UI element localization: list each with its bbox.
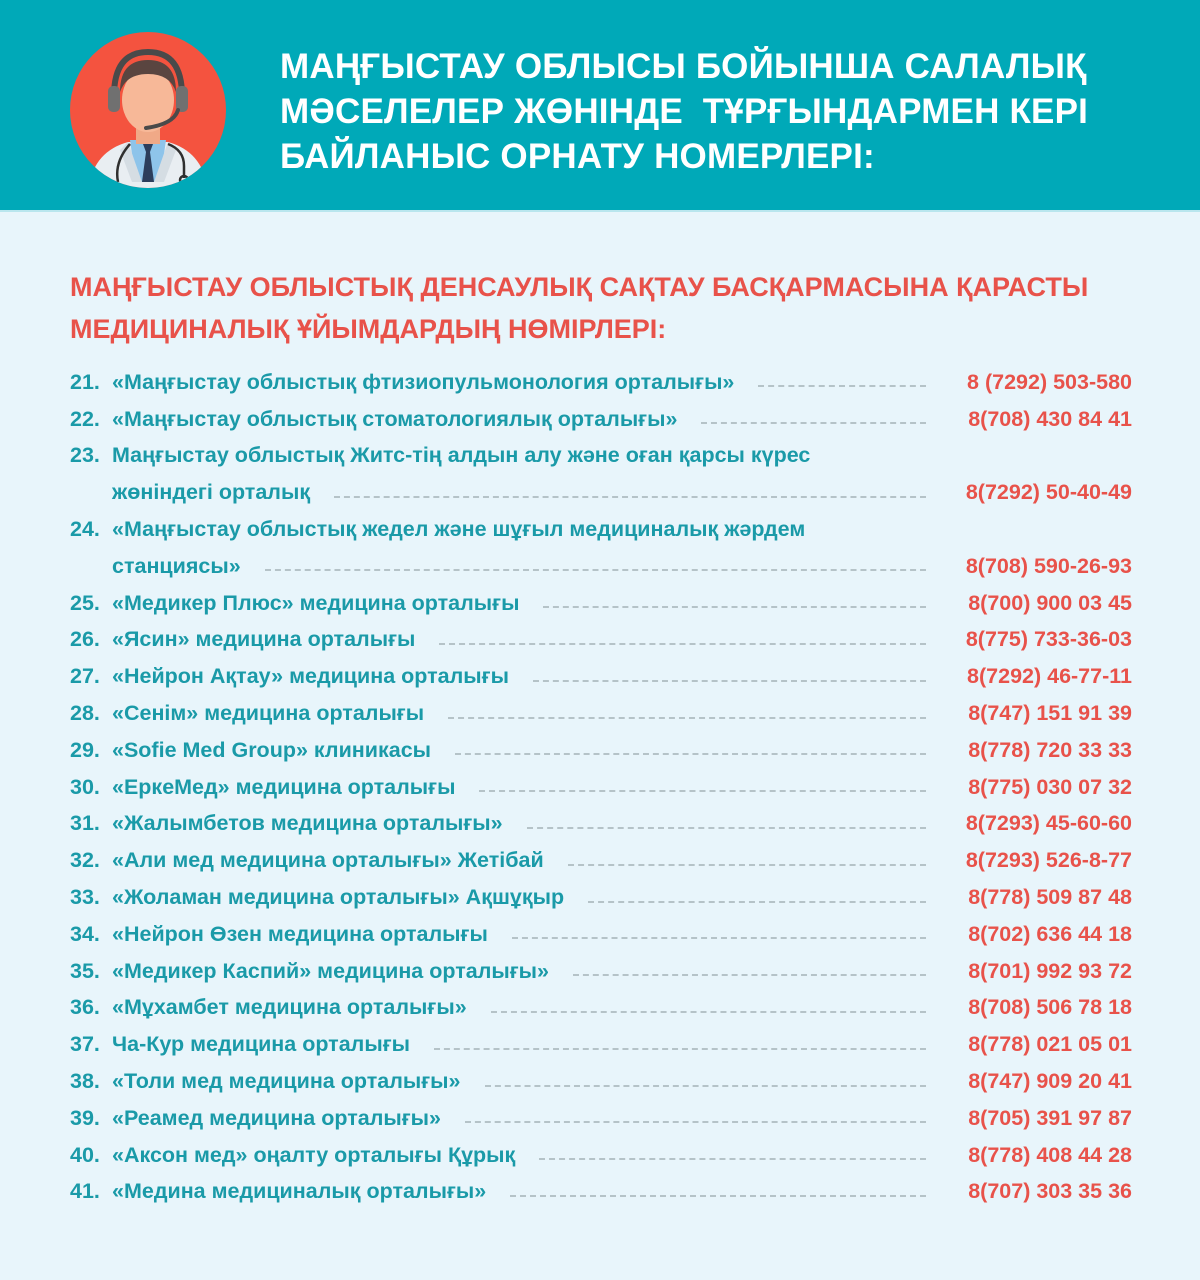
item-number: 33. [70, 885, 100, 910]
list-item [70, 695, 1132, 732]
item-number: 36. [70, 995, 100, 1020]
list-item [70, 585, 1132, 622]
list-item [70, 1063, 1132, 1100]
item-number: 39. [70, 1105, 100, 1130]
organization-name: «Реамед медицина орталығы» [112, 1105, 441, 1130]
phone-number: 8(707) 303 35 36 [968, 1179, 1132, 1204]
page-title-line: МАҢҒЫСТАУ ОБЛЫСЫ БОЙЫНША САЛАЛЫҚ [280, 47, 1087, 86]
doctor-with-headset-icon [70, 32, 226, 188]
phone-number: 8(701) 992 93 72 [968, 958, 1132, 983]
dashed-leader-line [543, 606, 926, 608]
organization-name: станциясы» [112, 553, 241, 578]
dashed-leader-line [334, 496, 926, 498]
phone-number: 8(778) 408 44 28 [968, 1142, 1132, 1167]
phone-number: 8(708) 506 78 18 [968, 995, 1132, 1020]
list-item [70, 879, 1132, 916]
phone-number: 8(778) 509 87 48 [968, 885, 1132, 910]
phone-number: 8 (7292) 503-580 [967, 369, 1132, 394]
organization-name: Ча-Кур медицина орталығы [112, 1032, 411, 1057]
page-title [280, 44, 1180, 179]
list-item [70, 401, 1132, 438]
list-item [70, 953, 1132, 990]
organization-name: «Медикер Каспий» медицина орталығы» [112, 958, 550, 983]
list-item [70, 548, 1132, 585]
section-heading [70, 266, 1170, 350]
organization-name: «Сенім» медицина орталығы [112, 701, 425, 726]
organization-name: «Аксон мед» оңалту орталығы Құрық [112, 1142, 516, 1167]
item-number: 37. [70, 1032, 100, 1057]
phone-number: 8(700) 900 03 45 [968, 590, 1132, 615]
list-item [70, 916, 1132, 953]
phone-number: 8(7293) 45-60-60 [965, 811, 1132, 836]
dashed-leader-line [568, 864, 926, 866]
item-number: 27. [70, 664, 100, 689]
list-item [70, 364, 1132, 401]
dashed-leader-line [465, 1121, 926, 1123]
phone-number: 8(705) 391 97 87 [968, 1105, 1132, 1130]
phone-number: 8(7293) 526-8-77 [965, 848, 1132, 873]
dashed-leader-line [434, 1048, 926, 1050]
page-title-line: БАЙЛАНЫС ОРНАТУ НОМЕРЛЕРІ: [280, 137, 875, 176]
item-number: 32. [70, 848, 100, 873]
dashed-leader-line [485, 1085, 926, 1087]
list-item [70, 732, 1132, 769]
dashed-leader-line [758, 385, 926, 387]
phone-number: 8(708) 430 84 41 [968, 406, 1132, 431]
phone-number: 8(708) 590-26-93 [965, 553, 1132, 578]
organization-name: «Али мед медицина орталығы» Жетібай [112, 848, 544, 873]
organization-name: «ЕркеМед» медицина орталығы [112, 774, 456, 799]
page-title-line: МӘСЕЛЕЛЕР ЖӨНІНДЕ ТҰРҒЫНДАРМЕН КЕРІ [280, 92, 1089, 131]
list-item [70, 1026, 1132, 1063]
phone-number: 8(7292) 46-77-11 [967, 664, 1132, 689]
dashed-leader-line [539, 1158, 926, 1160]
list-item [70, 842, 1132, 879]
organization-name: «Нейрон Өзен медицина орталығы [112, 921, 488, 946]
dashed-leader-line [588, 901, 926, 903]
item-number: 22. [70, 406, 100, 431]
list-item [70, 990, 1132, 1027]
section-heading-line: МАҢҒЫСТАУ ОБЛЫСТЫҚ ДЕНСАУЛЫҚ САҚТАУ БАСҚАРМАСЫНА ҚАРАСТЫ [70, 272, 1089, 302]
organization-name: «Жоламан медицина орталығы» Ақшұқыр [112, 885, 565, 910]
dashed-leader-line [448, 717, 926, 719]
list-item [70, 1174, 1132, 1211]
organization-name: «Мұхамбет медицина орталығы» [112, 995, 467, 1020]
dashed-leader-line [265, 569, 926, 571]
item-number: 40. [70, 1142, 100, 1167]
dashed-leader-line [701, 422, 926, 424]
organization-name: «Sofie Med Group» клиникасы [112, 737, 432, 762]
list-item [70, 474, 1132, 511]
phone-number: 8(775) 733-36-03 [965, 627, 1132, 652]
list-item [70, 806, 1132, 843]
list-item [70, 658, 1132, 695]
dashed-leader-line [512, 937, 926, 939]
item-number: 31. [70, 811, 100, 836]
organization-name: «Ясин» медицина орталығы [112, 627, 416, 652]
dashed-leader-line [533, 680, 926, 682]
item-number: 29. [70, 737, 100, 762]
dashed-leader-line [455, 753, 926, 755]
dashed-leader-line [573, 974, 926, 976]
dashed-leader-line [439, 643, 926, 645]
item-number: 25. [70, 590, 100, 615]
phone-number: 8(778) 021 05 01 [968, 1032, 1132, 1057]
organization-name: «Толи мед медицина орталығы» [112, 1069, 461, 1094]
organization-name: «Нейрон Ақтау» медицина орталығы [112, 664, 509, 689]
phone-number: 8(7292) 50-40-49 [965, 480, 1132, 505]
list-item [70, 511, 1132, 548]
organization-name: жөніндегі орталық [112, 480, 311, 505]
phone-number: 8(702) 636 44 18 [968, 921, 1132, 946]
organization-name: «Маңғыстау облыстық жедел және шұғыл медициналық жәрдем [112, 517, 806, 542]
phone-number: 8(778) 720 33 33 [968, 737, 1132, 762]
header-banner [0, 0, 1200, 212]
organization-name: Маңғыстау облыстық Житс-тің алдын алу және оған қарсы күрес [112, 443, 811, 468]
dashed-leader-line [527, 827, 926, 829]
list-item [70, 622, 1132, 659]
list-item [70, 1100, 1132, 1137]
dashed-leader-line [510, 1195, 926, 1197]
organization-name: «Жалымбетов медицина орталығы» [112, 811, 503, 836]
item-number: 28. [70, 701, 100, 726]
list-item [70, 438, 1132, 475]
dashed-leader-line [491, 1011, 926, 1013]
item-number: 35. [70, 958, 100, 983]
list-item [70, 769, 1132, 806]
phone-number: 8(747) 151 91 39 [968, 701, 1132, 726]
item-number: 26. [70, 627, 100, 652]
item-number: 21. [70, 369, 100, 394]
item-number: 30. [70, 774, 100, 799]
item-number: 23. [70, 443, 100, 468]
phone-number: 8(775) 030 07 32 [968, 774, 1132, 799]
organization-phone-list [70, 364, 1132, 1210]
phone-number: 8(747) 909 20 41 [968, 1069, 1132, 1094]
list-item [70, 1137, 1132, 1174]
item-number: 34. [70, 921, 100, 946]
section-heading-line: МЕДИЦИНАЛЫҚ ҰЙЫМДАРДЫҢ НӨМІРЛЕРІ: [70, 314, 667, 344]
organization-name: «Маңғыстау облыстық фтизиопульмонология орталығы» [112, 369, 735, 394]
item-number: 41. [70, 1179, 100, 1204]
item-number: 24. [70, 517, 100, 542]
organization-name: «Медикер Плюс» медицина орталығы [112, 590, 520, 615]
dashed-leader-line [479, 790, 926, 792]
organization-name: «Медина медициналық орталығы» [112, 1179, 487, 1204]
organization-name: «Маңғыстау облыстық стоматологиялық орталығы» [112, 406, 678, 431]
item-number: 38. [70, 1069, 100, 1094]
